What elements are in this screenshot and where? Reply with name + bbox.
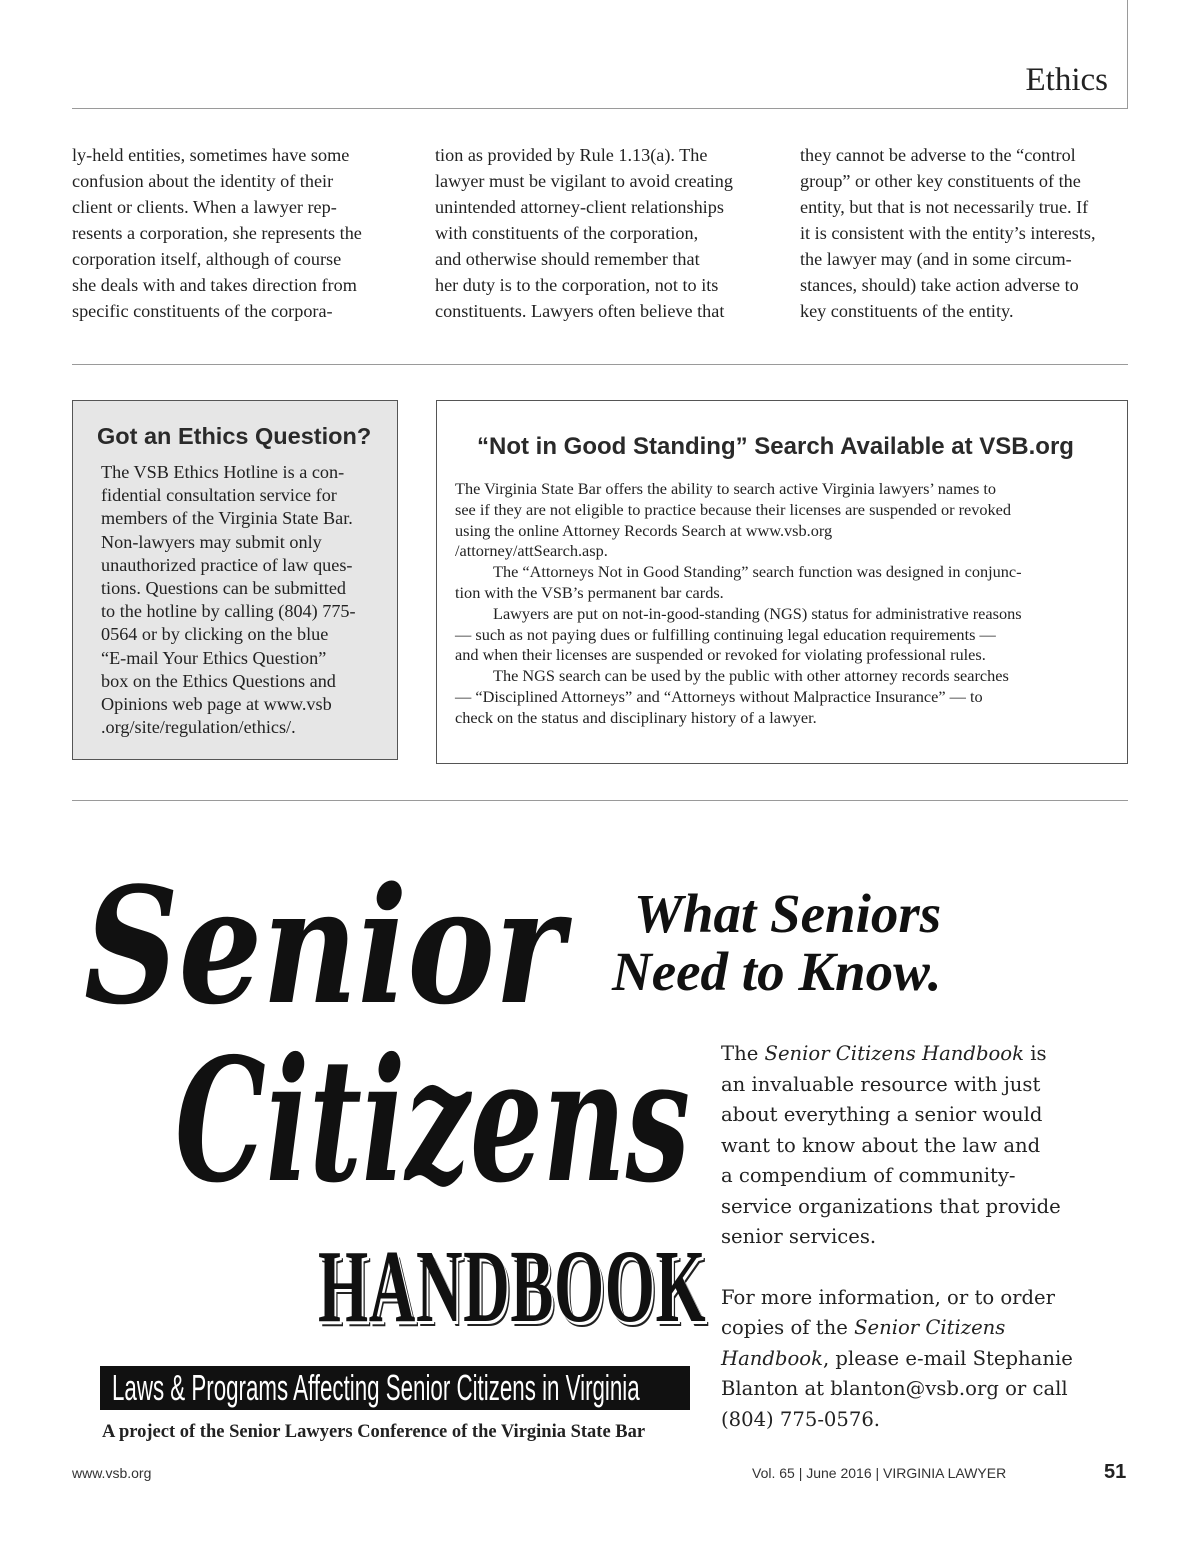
text-line: her duty is to the corporation, not to its [435, 275, 719, 295]
ad-promo-text [721, 1039, 1121, 1435]
text-line: Lawyers are put on not-in-good-standing (NGS) status for administrative reasons [493, 603, 1022, 623]
text-line: entity, but that is not necessarily true. If [800, 197, 1089, 217]
promo-line: senior services. [721, 1225, 877, 1248]
footer-url: www.vsb.org [72, 1465, 152, 1481]
text-line: confusion about the identity of their [72, 171, 334, 191]
promo-line: copies of the Senior Citizens [721, 1316, 1006, 1339]
text-line: they cannot be adverse to the “control [800, 145, 1076, 165]
text-line: box on the Ethics Questions and [101, 670, 336, 691]
text-line: “E-mail Your Ethics Question” [101, 647, 327, 668]
text-line: — “Disciplined Attorneys” and “Attorneys without Malpractice Insurance” — to [455, 686, 983, 706]
promo-contact-line: Blanton at blanton@vsb.org or call [721, 1377, 1068, 1400]
text-line: stances, should) take action adverse to [800, 275, 1079, 295]
text-line: with constituents of the corporation, [435, 223, 699, 243]
ethics-box-body [101, 461, 391, 739]
text-line: using the online Attorney Records Search at www.vsb.org [455, 520, 833, 540]
text-line: the lawyer may (and in some circum- [800, 249, 1072, 269]
text-line: 0564 or by clicking on the blue [101, 624, 329, 645]
senior-citizens-logo [80, 850, 700, 1250]
article-column-2 [435, 142, 765, 324]
text-line: Opinions web page at www.vsb [101, 694, 332, 715]
text-line: — such as not paying dues or fulfilling continuing legal education requirements — [455, 624, 996, 644]
headline-line-2: Need to Know. [612, 941, 942, 1002]
ngs-search-box [436, 400, 1128, 764]
ad-headline [612, 885, 942, 1001]
text-line: fidential consultation service for [101, 485, 337, 506]
text-line: unintended attorney-client relationships [435, 197, 724, 217]
text-line: tion with the VSB’s permanent bar cards. [455, 582, 724, 602]
text-line: client or clients. When a lawyer rep- [72, 197, 337, 217]
promo-line: Handbook, please e-mail Stephanie [721, 1346, 1073, 1370]
text-line: specific constituents of the corpora- [72, 301, 333, 321]
text-line: Non-lawyers may submit only [101, 531, 322, 552]
text-line: resents a corporation, she represents the [72, 223, 362, 243]
promo-line: For more information, or to order [721, 1285, 1056, 1309]
ngs-box-body [455, 479, 1115, 729]
text-line: and otherwise should remember that [435, 249, 700, 269]
text-line: to the hotline by calling (804) 775- [101, 601, 356, 622]
headline-line-1: What Seniors [634, 883, 942, 944]
ethics-question-box [72, 400, 398, 760]
page-number: 51 [1104, 1461, 1127, 1483]
text-line: The VSB Ethics Hotline is a con- [101, 462, 345, 482]
text-line: unauthorized practice of law ques- [101, 554, 353, 575]
text-line: constituents. Lawyers often believe that [435, 301, 725, 321]
project-credit: A project of the Senior Lawyers Conference of the Virginia State Bar [102, 1422, 646, 1442]
promo-line: service organizations that provide [721, 1194, 1061, 1218]
footer-issue: Vol. 65 | June 2016 | VIRGINIA LAWYER [752, 1465, 1007, 1481]
text-line: it is consistent with the entity’s interests, [800, 223, 1096, 243]
article-column-1 [72, 142, 402, 324]
logo-word-handbook: HANDBOOK [318, 1229, 707, 1344]
text-line: members of the Virginia State Bar. [101, 508, 353, 529]
text-line: and when their licenses are suspended or revoked for violating professional rules. [455, 645, 986, 665]
text-line: she deals with and takes direction from [72, 275, 357, 295]
header-rule [72, 108, 1128, 109]
text-line: .org/site/regulation/ethics/. [101, 717, 296, 738]
article-column-3 [800, 142, 1130, 324]
text-line: corporation itself, although of course [72, 249, 342, 269]
text-line: lawyer must be vigilant to avoid creating [435, 171, 733, 191]
laws-banner [100, 1366, 690, 1410]
promo-line: want to know about the law and [721, 1133, 1041, 1157]
promo-line: an invaluable resource with just [721, 1072, 1041, 1096]
promo-line: about everything a senior would [721, 1103, 1043, 1126]
promo-line: The Senior Citizens Handbook is [721, 1042, 1047, 1065]
text-line: The “Attorneys Not in Good Standing” search function was designed in conjunc- [493, 562, 1022, 582]
promo-phone-line: (804) 775-0576. [721, 1407, 881, 1431]
text-line: ly-held entities, sometimes have some [72, 145, 350, 165]
section-divider [72, 800, 1128, 801]
text-line: key constituents of the entity. [800, 301, 1014, 321]
text-line: The NGS search can be used by the public with other attorney records searches [493, 666, 1009, 686]
section-title: Ethics [1025, 62, 1108, 98]
text-line: tion as provided by Rule 1.13(a). The [435, 145, 708, 165]
logo-word-citizens: Citizens [175, 1021, 690, 1221]
ngs-box-title: “Not in Good Standing” Search Available at VSB.org [477, 433, 1074, 460]
text-line: /attorney/attSearch.asp. [455, 541, 608, 561]
ethics-box-title: Got an Ethics Question? [97, 423, 372, 449]
text-line: The Virginia State Bar offers the ability to search active Virginia lawyers’ names to [455, 479, 997, 498]
logo-word-senior: Senior [84, 852, 572, 1040]
text-line: see if they are not eligible to practice because their licenses are suspended or revoked [455, 499, 1012, 519]
promo-line: a compendium of community- [721, 1164, 1016, 1187]
text-line: tions. Questions can be submitted [101, 578, 346, 599]
text-line: check on the status and disciplinary history of a lawyer. [455, 707, 817, 727]
laws-banner-text: Laws & Programs Affecting Senior Citizens in Virginia [112, 1367, 640, 1408]
text-line: group” or other key constituents of the [800, 171, 1081, 191]
header-vertical-rule [1127, 0, 1128, 109]
section-divider [72, 364, 1128, 365]
